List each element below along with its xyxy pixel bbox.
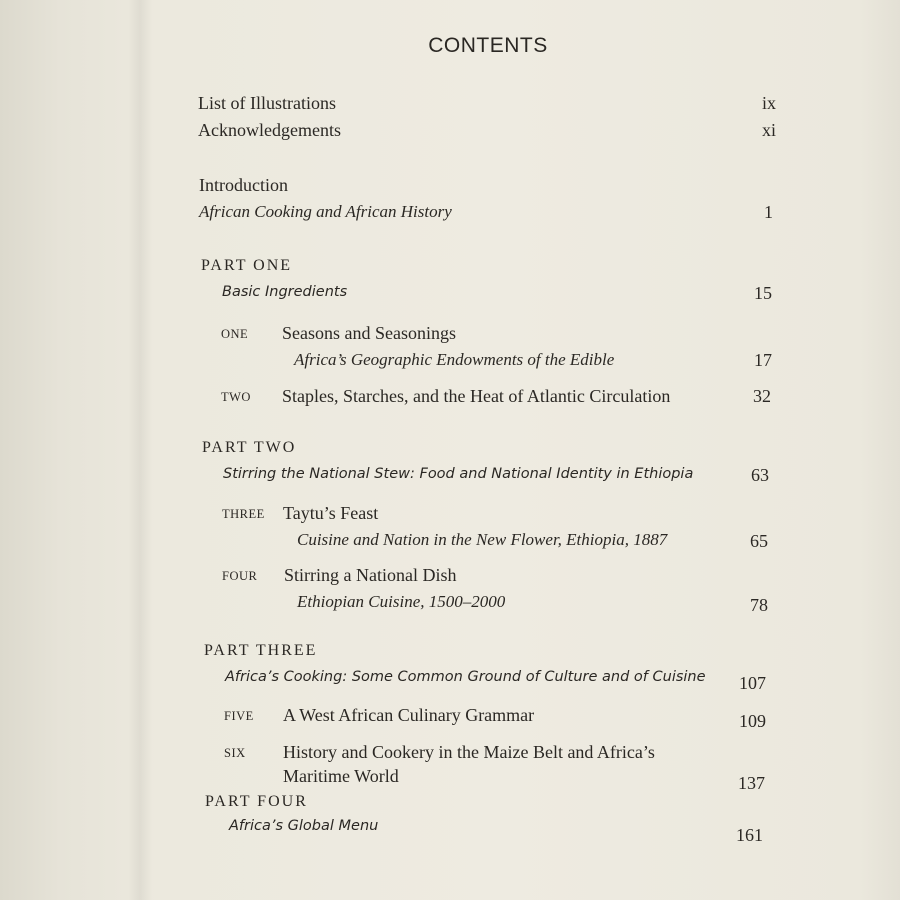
part-four-page: 161 (736, 825, 763, 845)
toc-subtitle-introduction: African Cooking and African History (199, 202, 452, 221)
chapter-one-number: ONE (221, 327, 249, 341)
part-three-subtitle: Africa’s Cooking: Some Common Ground of Culture and of Cuisine (225, 669, 706, 685)
toc-entry-acknowledgements: Acknowledgements (198, 120, 341, 140)
chapter-four-number: FOUR (222, 569, 258, 583)
part-two-subtitle: Stirring the National Stew: Food and National Identity in Ethiopia (223, 466, 694, 482)
chapter-four-page: 78 (750, 595, 768, 615)
toc-page-illustrations: ix (761, 93, 776, 113)
part-two-label: PART TWO (202, 439, 297, 456)
toc-page-acknowledgements: xi (761, 120, 776, 140)
chapter-three-title: Taytu’s Feast (283, 503, 379, 523)
chapter-five-page: 109 (739, 711, 766, 731)
chapter-one-title: Seasons and Seasonings (282, 323, 456, 343)
chapter-three-subtitle: Cuisine and Nation in the New Flower, Ethiopia, 1887 (297, 530, 668, 549)
part-one-subtitle: Basic Ingredients (222, 284, 348, 300)
chapter-six-title-line1: History and Cookery in the Maize Belt and Africa’s (283, 742, 655, 762)
part-one-label: PART ONE (201, 257, 293, 274)
page-title: CONTENTS (428, 34, 548, 57)
chapter-two-title: Staples, Starches, and the Heat of Atlantic Circulation (282, 386, 671, 406)
part-three-label: PART THREE (204, 642, 318, 659)
toc-page-introduction: 1 (764, 202, 773, 222)
chapter-six-title-line2: Maritime World (283, 766, 399, 786)
part-four-subtitle: Africa’s Global Menu (229, 818, 379, 834)
page-gutter-shadow (128, 0, 152, 900)
chapter-one-subtitle: Africa’s Geographic Endowments of the Edible (294, 350, 615, 369)
chapter-five-number: FIVE (224, 709, 254, 723)
part-two-page: 63 (751, 465, 769, 485)
chapter-two-page: 32 (753, 386, 771, 406)
toc-entry-introduction: Introduction (199, 175, 288, 195)
chapter-four-title: Stirring a National Dish (284, 565, 457, 585)
chapter-six-page: 137 (738, 773, 765, 793)
chapter-four-subtitle: Ethiopian Cuisine, 1500–2000 (297, 592, 506, 611)
chapter-six-number: SIX (224, 746, 246, 760)
chapter-one-page: 17 (754, 350, 772, 370)
chapter-three-number: THREE (222, 507, 265, 521)
part-four-label: PART FOUR (205, 793, 308, 810)
toc-entry-illustrations: List of Illustrations (198, 93, 336, 113)
part-one-page: 15 (754, 283, 772, 303)
chapter-five-title: A West African Culinary Grammar (283, 705, 535, 725)
chapter-two-number: TWO (221, 390, 251, 404)
chapter-three-page: 65 (750, 531, 768, 551)
part-three-page: 107 (739, 673, 766, 693)
